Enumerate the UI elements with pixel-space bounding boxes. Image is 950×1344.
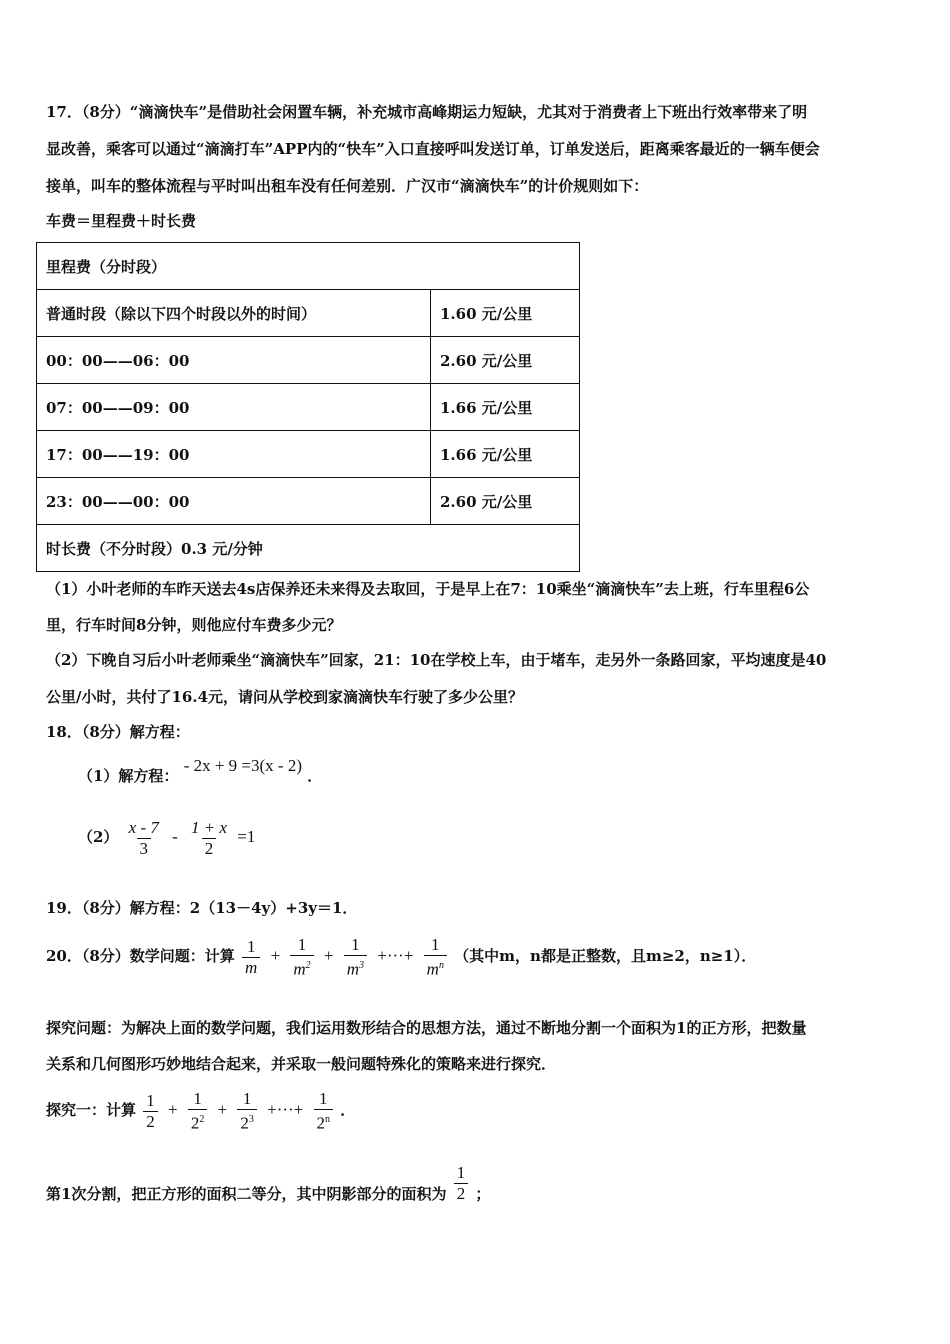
period-cell: 23：00——00：00	[37, 478, 431, 525]
fraction	[290, 935, 313, 980]
table-row	[37, 337, 580, 384]
fraction	[242, 937, 260, 978]
explore-one-end: ．	[340, 1101, 356, 1119]
period-cell: 17：00——19：00	[37, 431, 431, 478]
fraction-denominator: 2	[143, 1111, 158, 1132]
q18-part1	[78, 758, 904, 794]
q17-line3: 接单，叫车的整体流程与平时叫出租车没有任何差别．广汉市“滴滴快车”的计价规则如下：	[46, 177, 649, 195]
fraction-denominator: 3	[137, 838, 152, 859]
q17-part1-line1: （1）小叶老师的车昨天送去4s店保养还未来得及去取回，于是早上在7：10乘坐“滴滴快车”去上班，行车里程6公	[46, 580, 810, 598]
fraction-denominator: $m^3$	[344, 955, 367, 980]
fraction-numerator: 1	[351, 934, 360, 954]
rate-cell: 1.66 元/公里	[431, 431, 580, 478]
q18-title: 18．（8分）解方程：	[46, 723, 190, 741]
table-footer: 时长费（不分时段）0.3 元/分钟	[37, 525, 580, 572]
fraction-numerator: 1 + x	[191, 817, 228, 837]
q20-condition: （其中m，n都是正整数，且m≥2，n≥1）．	[454, 947, 757, 965]
q18-part1-label: （1）解方程：	[78, 767, 179, 785]
fraction	[237, 1089, 257, 1134]
fraction-denominator: $2^2$	[188, 1109, 208, 1134]
fraction-numerator: 1	[456, 1162, 466, 1182]
rate-cell: 2.60 元/公里	[431, 337, 580, 384]
explore-step1	[46, 1162, 904, 1220]
fraction-numerator: 1	[246, 936, 256, 956]
table-footer-row	[37, 525, 580, 572]
ellipsis-sum: +···+	[267, 1100, 304, 1119]
equation-rhs: =1	[237, 827, 256, 846]
table-row	[37, 290, 580, 337]
rate-cell: 1.66 元/公里	[431, 384, 580, 431]
ellipsis-sum: +···+	[377, 946, 414, 965]
rate-cell: 2.60 元/公里	[431, 478, 580, 525]
q18-part1-end: ．	[307, 767, 323, 785]
explore-one	[46, 1084, 904, 1136]
q17-part2-line1: （2）下晚自习后小叶老师乘坐“滴滴快车”回家，21：10在学校上车，由于堵车，走另外一条路回家，平均速度是40	[46, 651, 827, 669]
plus-sign: +	[217, 1100, 228, 1119]
fraction	[424, 935, 447, 980]
q20-label: 20．（8分）数学问题：计算	[46, 947, 235, 965]
q17-line2: 显改善，乘客可以通过“滴滴打车”APP内的“快车”入口直接呼叫发送订单，订单发送后，距离乘客最近的一辆车便会	[46, 140, 820, 158]
plus-sign: +	[323, 946, 334, 965]
fraction-numerator: 1	[242, 1088, 252, 1108]
fraction-denominator: 2	[454, 1183, 469, 1204]
plus-sign: +	[167, 1100, 178, 1119]
period-cell: 00：00——06：00	[37, 337, 431, 384]
fraction-denominator: 2$^n$	[314, 1109, 334, 1134]
fraction-denominator: $m^2$	[290, 955, 313, 980]
fraction-numerator: x - 7	[128, 817, 159, 837]
table-row	[37, 431, 580, 478]
explore-one-label: 探究一：计算	[46, 1101, 137, 1119]
table-row	[37, 384, 580, 431]
fraction	[126, 818, 162, 859]
fraction-denominator: $m^n$	[424, 955, 447, 980]
fraction	[344, 935, 367, 980]
fraction	[314, 1089, 334, 1134]
rate-cell: 1.60 元/公里	[431, 290, 580, 337]
fraction-numerator: 1	[193, 1088, 202, 1108]
period-cell: 普通时段（除以下四个时段以外的时间）	[37, 290, 431, 337]
q19-text: 19．（8分）解方程：2（13－4y）+3y＝1．	[46, 899, 358, 917]
q18-part2-label: （2）	[78, 828, 119, 846]
fraction-numerator: 1	[297, 934, 307, 954]
table-header: 里程费（分时段）	[37, 243, 580, 290]
fraction-denominator: 2	[202, 838, 217, 859]
q17-part1-line2: 里，行车时间8分钟，则他应付车费多少元？	[46, 616, 342, 634]
q17-part2-line2: 公里/小时，共付了16.4元，请问从学校到家滴滴快车行驶了多少公里？	[46, 688, 524, 706]
fare-formula: 车费＝里程费＋时长费	[46, 212, 197, 230]
fraction-numerator: 1	[146, 1090, 155, 1110]
fraction	[143, 1091, 158, 1132]
explore-step1-end: ；	[475, 1185, 491, 1203]
fare-table	[36, 242, 580, 572]
fraction-denominator: m	[242, 957, 260, 978]
fraction	[188, 818, 230, 859]
explore-step1-text: 第1次分割，把正方形的面积二等分，其中阴影部分的面积为	[46, 1185, 447, 1203]
fraction	[188, 1089, 208, 1134]
fraction	[454, 1163, 469, 1204]
q18-part1-equation: - 2x + 9 =3(x - 2)	[183, 756, 303, 775]
plus-sign: +	[270, 946, 281, 965]
fraction-numerator: 1	[319, 1088, 328, 1108]
q18-part2	[78, 814, 904, 860]
explore-intro-line2: 关系和几何图形巧妙地结合起来，并采取一般问题特殊化的策略来进行探究．	[46, 1055, 557, 1073]
period-cell: 07：00——09：00	[37, 384, 431, 431]
q20	[46, 930, 904, 982]
fraction-numerator: 1	[431, 934, 440, 954]
minus-sign: -	[172, 827, 178, 846]
explore-intro-line1: 探究问题：为解决上面的数学问题，我们运用数形结合的思想方法，通过不断地分割一个面积为1的正方形，把数量	[46, 1019, 807, 1037]
table-header-row	[37, 243, 580, 290]
fraction-denominator: $2^3$	[237, 1109, 257, 1134]
table-row	[37, 478, 580, 525]
q17-line1: 17．（8分）“滴滴快车”是借助社会闲置车辆，补充城市高峰期运力短缺，尤其对于消费者上下班出行效率带来了明	[46, 103, 808, 121]
